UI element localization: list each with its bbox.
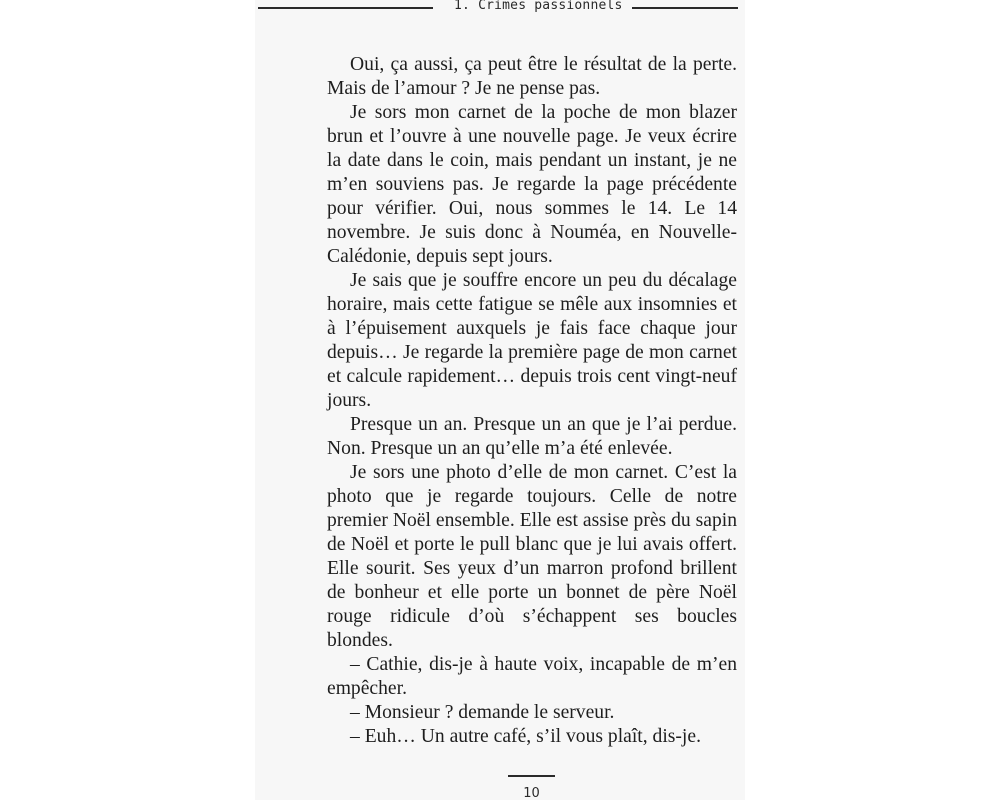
paragraph: Oui, ça aussi, ça peut être le résultat de la perte. Mais de l’amour ? Je ne pense pas. xyxy=(327,54,737,99)
paragraph: Je sors une photo d’elle de mon carnet. C’est la photo que je regarde toujours. Celle de notre premier Noël ensemble. Elle est assise près du sapin de Noël et porte le pull blanc que je lui avais offert. Elle sourit. Ses yeux d’un marron profond brillent de bonheur et elle porte un bonnet de père Noël rouge ridicule d’où s’échappent ses boucles blondes. xyxy=(327,462,737,651)
dialogue-line: – Cathie, dis-je à haute voix, incapable de m’en empêcher. xyxy=(327,654,737,699)
body-text xyxy=(327,53,737,749)
paragraph: Presque un an. Presque un an que je l’ai perdue. Non. Presque un an qu’elle m’a été enlevée. xyxy=(327,414,737,459)
running-header xyxy=(258,0,738,18)
header-rule-left xyxy=(258,7,433,9)
paragraph: Je sais que je souffre encore un peu du décalage horaire, mais cette fatigue se mêle aux insomnies et à l’épuisement auxquels je fais face chaque jour depuis… Je regarde la première page de mon carnet et calcule rapidement… depuis trois cent vingt-neuf jours. xyxy=(327,270,737,411)
page-number: 10 xyxy=(523,786,540,801)
header-rule-right xyxy=(632,7,738,9)
running-title: 1. Crimes passionnels xyxy=(454,0,623,13)
dialogue-line: – Euh… Un autre café, s’il vous plaît, dis-je. xyxy=(350,726,701,747)
dialogue-line: – Monsieur ? demande le serveur. xyxy=(350,702,615,723)
footer-rule xyxy=(508,775,555,777)
paragraph: Je sors mon carnet de la poche de mon blazer brun et l’ouvre à une nouvelle page. Je veux écrire la date dans le coin, mais pendant un instant, je ne m’en souviens pas. Je regarde la page précédente pour vérifier. Oui, nous sommes le 14. Le 14 novembre. Je suis donc à Nouméa, en Nouvelle-Calédonie, depuis sept jours. xyxy=(327,102,737,267)
